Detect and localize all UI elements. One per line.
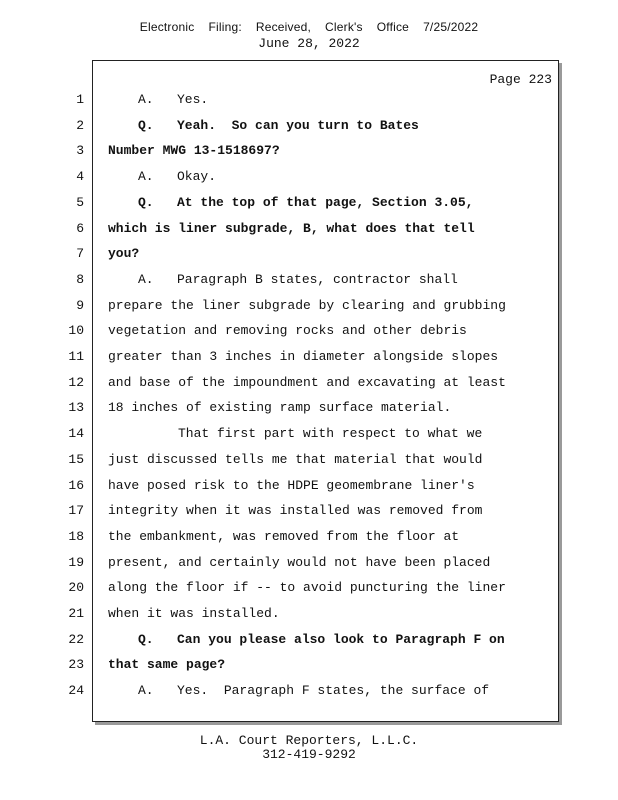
line-number: 22	[68, 631, 84, 647]
transcript-line	[0, 323, 618, 343]
answer-text: and base of the impoundment and excavating at least	[108, 374, 506, 390]
transcript-line	[0, 426, 618, 446]
filing-word: Filing:	[208, 20, 242, 34]
transcript-line	[0, 683, 618, 703]
transcript-line	[0, 169, 618, 189]
filing-stamp	[0, 20, 618, 34]
answer-text: prepare the liner subgrade by clearing and grubbing	[108, 297, 506, 313]
line-number: 7	[76, 246, 84, 262]
line-number: 19	[68, 554, 84, 570]
transcript-line	[0, 118, 618, 138]
answer-text: integrity when it was installed was removed from	[108, 503, 483, 519]
transcript-line	[0, 503, 618, 523]
line-number: 12	[68, 374, 84, 390]
question-text: you?	[108, 246, 140, 262]
line-number: 3	[76, 143, 84, 159]
line-number: 4	[76, 169, 84, 185]
answer-text: greater than 3 inches in diameter alongside slopes	[108, 349, 499, 364]
line-number: 18	[68, 528, 84, 544]
line-number: 17	[68, 503, 84, 519]
transcript-line	[0, 221, 618, 241]
answer-text: have posed risk to the HDPE geomembrane liner's	[108, 477, 475, 493]
transcript-line	[0, 143, 618, 163]
filing-word: Office	[376, 20, 410, 34]
line-number: 5	[76, 194, 84, 210]
transcript-line	[0, 298, 618, 318]
transcript-line	[0, 246, 618, 266]
answer-text: A. Yes.	[138, 92, 209, 107]
question-text: Q. At the top of that page, Section 3.05,	[138, 194, 474, 210]
transcript-line	[0, 272, 618, 292]
page-number: Page 223	[489, 72, 552, 87]
transcript-line	[0, 375, 618, 395]
reporter-phone: 312-419-9292	[262, 747, 356, 762]
line-number: 20	[68, 580, 84, 596]
line-number: 23	[68, 657, 84, 673]
answer-text: That first part with respect to what we	[178, 426, 483, 442]
transcript-line	[0, 92, 618, 112]
transcript-line	[0, 580, 618, 600]
question-text: Q. Yeah. So can you turn to Bates	[138, 117, 419, 133]
line-number: 11	[68, 349, 84, 364]
transcript-line	[0, 400, 618, 420]
answer-text: vegetation and removing rocks and other debris	[108, 323, 467, 339]
transcript-line	[0, 529, 618, 549]
line-number: 13	[68, 400, 84, 416]
question-text: which is liner subgrade, B, what does that tell	[108, 220, 475, 236]
filing-word: Received,	[255, 20, 312, 34]
transcript-line	[0, 606, 618, 626]
line-number: 8	[76, 271, 84, 287]
answer-text: when it was installed.	[108, 606, 280, 621]
filing-word: Electronic	[139, 20, 195, 34]
line-number: 1	[76, 92, 84, 107]
deposition-date: June 28, 2022	[258, 36, 360, 51]
filing-word: Clerk's	[325, 20, 363, 34]
filing-date: 7/25/2022	[423, 20, 479, 34]
line-number: 16	[68, 477, 84, 493]
question-text: that same page?	[108, 657, 226, 673]
transcript-line	[0, 452, 618, 472]
question-text: Number MWG 13-1518697?	[108, 143, 280, 159]
line-number: 2	[76, 117, 84, 133]
line-number: 14	[68, 426, 84, 442]
answer-text: the embankment, was removed from the floor at	[108, 528, 460, 544]
answer-text: A. Okay.	[138, 169, 217, 185]
line-number: 15	[68, 451, 84, 467]
line-number: 10	[68, 323, 84, 339]
reporter-company: L.A. Court Reporters, L.L.C.	[199, 733, 419, 748]
question-text: Q. Can you please also look to Paragraph F on	[138, 631, 505, 647]
transcript-line	[0, 478, 618, 498]
answer-text: present, and certainly would not have been placed	[108, 554, 491, 570]
answer-text: A. Paragraph B states, contractor shall	[138, 271, 458, 287]
line-number: 6	[76, 220, 84, 236]
answer-text: just discussed tells me that material that would	[108, 451, 483, 467]
line-number: 24	[68, 683, 84, 699]
line-number: 9	[76, 297, 84, 313]
transcript-line	[0, 555, 618, 575]
transcript-line	[0, 349, 618, 369]
transcript-line	[0, 657, 618, 677]
answer-text: A. Yes. Paragraph F states, the surface of	[138, 683, 490, 699]
answer-text: 18 inches of existing ramp surface material.	[108, 400, 452, 416]
transcript-line	[0, 195, 618, 215]
transcript-line	[0, 632, 618, 652]
line-number: 21	[68, 606, 84, 621]
answer-text: along the floor if -- to avoid puncturing the liner	[108, 580, 506, 596]
